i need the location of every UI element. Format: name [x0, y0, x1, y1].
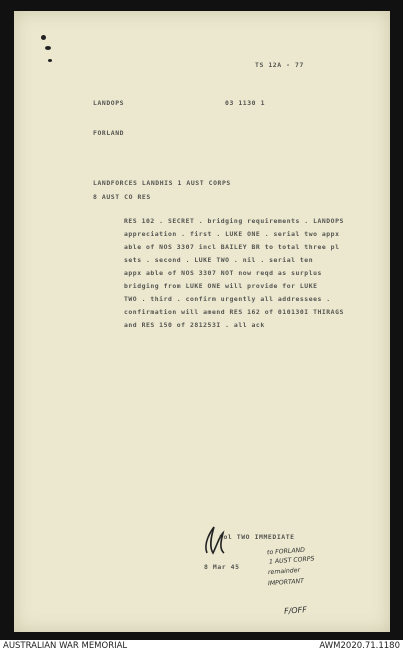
signature-block: Col TWO IMMEDIATE	[219, 533, 295, 541]
message-number: 03 1130 1	[225, 99, 266, 107]
archive-footer	[0, 640, 403, 653]
handwritten-note-line: remainder	[267, 566, 301, 577]
punch-mark	[45, 46, 51, 50]
address-line-2: 8 AUST CO RES	[93, 193, 151, 201]
body-line: TWO . third . confirm urgently all addressees .	[124, 295, 331, 303]
body-line: confirmation will amend RES 162 of 010130I THIRAGS	[124, 308, 344, 316]
footer-accession-number: AWM2020.71.1180	[319, 641, 400, 651]
body-line: sets . second . LUKE TWO . nil . serial ten	[124, 256, 314, 264]
handwritten-note-line: IMPORTANT	[267, 577, 305, 588]
handwritten-footer-note: F/OFF	[283, 605, 308, 616]
reference-code: TS 12A - 77	[255, 61, 304, 69]
from-field: LANDOPS	[93, 99, 125, 107]
body-line: appreciation . first . LUKE ONE . serial two appx	[124, 230, 340, 238]
handwritten-note-line: 1 AUST CORPS	[268, 555, 315, 566]
body-line: able of NOS 3307 incl BAILEY BR to total three pl	[124, 243, 340, 251]
body-line: bridging from LUKE ONE will provide for LUKE	[124, 282, 318, 290]
address-line-1: LANDFORCES LANDHIS 1 AUST CORPS	[93, 179, 231, 187]
footer-institution: AUSTRALIAN WAR MEMORIAL	[3, 641, 128, 651]
body-line: RES 102 . SECRET . bridging requirements . LANDOPS	[124, 217, 344, 225]
date-line: 8 Mar 45	[204, 563, 240, 571]
to-field: FORLAND	[93, 129, 125, 137]
handwritten-signature	[197, 523, 227, 563]
punch-mark	[41, 35, 46, 40]
body-line: appx able of NOS 3307 NOT now reqd as surplus	[124, 269, 322, 277]
body-line: and RES 150 of 281253I . all ack	[124, 321, 265, 329]
punch-mark	[48, 59, 52, 62]
document-page	[14, 11, 390, 632]
handwritten-note-line: to FORLAND	[266, 546, 306, 557]
